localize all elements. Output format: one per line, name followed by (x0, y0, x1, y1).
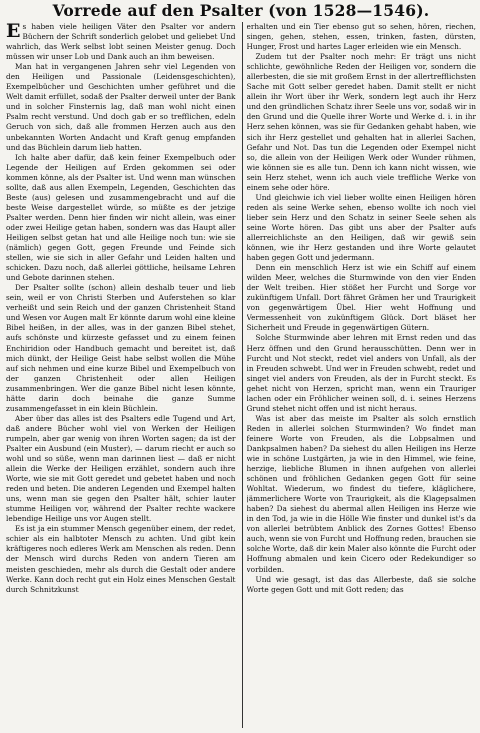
paragraph: Denn ein menschlich Herz ist wie ein Schiff auf einem wilden Meer, welches die Sturmwinde von den vier Enden der Welt treiben. Hier stößet her Furcht und Sorge vor zukünftigem Unfall. Dort fähret Grämen her und Traurigkeit von gegenwärtigem Übel. Hier weht Hoffnung und Vermessenheit von zukünftigem Glück. Dort bläset her Sicherheit und Freude in gegenwärtigen Gütern. (246, 263, 476, 333)
paragraph: Man hat in vergangenen Jahren sehr viel Legenden von den Heiligen und Passionale (Leidensgeschichten), Exempelbücher und Geschichten umher geführet und die Welt damit erfüllet, sodaß der Psalter derweil unter der Bank und in solcher Finsternis lag, daß man wohl nicht einen Psalm recht verstund. Und doch gab er so trefflichen, edeln Geruch von sich, daß alle frommen Herzen auch aus den unbekannten Worten Andacht und Kraft genug empfanden und das Büchlein darum lieb hatten. (6, 62, 236, 152)
right-column (247, 22, 477, 731)
page-title: Vorrede auf den Psalter (von 1528—1546). (52, 1, 430, 20)
left-column (6, 22, 240, 731)
paragraph: Und gleichwie ich viel lieber wollte einen Heiligen hören reden als seine Werke sehen, ebenso wollte ich noch viel lieber sein Herz und den Schatz in seiner Seele sehen als seine Worte hören. Das gibt uns aber der Psalter aufs allerreichlichste an den Heiligen, daß wir gewiß sein können, wie ihr Herz gestanden und ihre Worte gelautet haben gegen Gott und jedermann. (246, 192, 476, 263)
paragraph: Und wie gesagt, ist das das Allerbeste, daß sie solche Worte gegen Gott und mit Gott reden; das (246, 574, 476, 594)
paragraph: Solche Sturmwinde aber lehren mit Ernst reden und das Herz öffnen und den Grund herausschütten. Denn wer in Furcht und Not steckt, redet viel anders von Unfall, als der in Freuden schwebt. Und wer in Freuden schwebt, redet und singet viel anders von Freuden, als der in Furcht steckt. Es gehet nicht von Herzen, spricht man, wenn ein Trauriger lachen oder ein Fröhlicher weinen soll, d. i. seines Herzens Grund stehet nicht offen und ist nicht heraus. (246, 333, 476, 413)
paragraph: Es ist ja ein stummer Mensch gegenüber einem, der redet, schier als ein halbtoter Mensch zu achten. Und gibt kein kräftigeres noch edleres Werk am Menschen als reden. Denn der Mensch wird durchs Reden von andern Tieren am meisten geschieden, mehr als durch die Gestalt oder andere Werke. Kann doch recht gut ein Holz eines Menschen Gestalt durch Schnitzkunst (6, 524, 236, 594)
paragraph: Was ist aber das meiste im Psalter als solch ernstlich Reden in allerlei solchen Sturmwinden? Wo findet man feinere Worte von Freuden, als die Lobpsalmen und Dankpsalmen haben? Da siehest du allen Heiligen ins Herze wie in schöne Lustgärten, ja wie in den Himmel, wie feine, herzige, liebliche Blumen in ihnen aufgehen von allerlei schönen und fröhlichen Gedanken gegen Gott für seine Wohltat. Wiederum, wo findest du tiefere, kläglichere, jämmerlichere Worte von Traurigkeit, als die Klagepsalmen haben? Da siehest du abermal allen Heiligen ins Herze wie in den Tod, ja wie in die Hölle Wie finster und dunkel ist's da von allerlei betrübtem Anblick des Zornes Gottes! Ebenso auch, wenn sie von Furcht und Hoffnung reden, brauchen sie solche Worte, daß dir kein Maler also könnte die Furcht oder Hoffnung abmalen und kein Cicero oder Redekundiger so vorbilden. (246, 413, 476, 574)
paragraph: Der Psalter sollte (schon) allein deshalb teuer und lieb sein, weil er von Christi Sterben und Auferstehen so klar verheißt und sein Reich und der ganzen Christenheit Stand und Wesen vor Augen malt Er könnte darum wohl eine kleine Bibel heißen, in der alles, was in der ganzen Bibel stehet, aufs schönste und kürzeste gefasset und zu einem feinen Enchiridion oder Handbuch gemacht und bereitet ist, daß mich dünkt, der Heilige Geist habe selbst wollen die Mühe auf sich nehmen und eine kurze Bibel und Exempelbuch von der ganzen Christenheit oder allen Heiligen zusammenbringen. Wer die ganze Bibel nicht lesen könnte, hätte darin doch beinahe die ganze Summe zusammengefasset in ein klein Büchlein. (6, 283, 236, 413)
column-divider (242, 22, 243, 728)
paragraph: Ich halte aber dafür, daß kein feiner Exempelbuch oder Legende der Heiligen auf Erden gekommen sei oder kommen könne, als der Psalter ist. Und wenn man wünschen sollte, daß aus allen Exempeln, Legenden, Geschichten das Beste (aus) gelesen und zusammengebracht und auf die beste Weise dargestellet würde, so müßte es der jetzige Psalter werden. Denn hier finden wir nicht allein, was einer oder zwei Heilige getan haben, sondern was das Haupt aller Heiligen selbst getan hat und alle Heilige noch tun: wie sie (nämlich) gegen Gott, gegen Freunde und Feinde sich stellen, wie sie sich in aller Gefahr und Leiden halten und schicken. Dazu noch, daß allerlei göttliche, heilsame Lehren und Gebote darinnen stehen. (6, 152, 236, 283)
paragraph: Zudem tut der Psalter noch mehr: Er trägt uns nicht schlichte, gewöhnliche Reden der Heiligen vor, sondern die allerbesten, die sie mit großem Ernst in der allertrefflichsten Sache mit Gott selber geredet haben. Damit stellt er nicht allein ihr Wort über ihr Werk, sondern legt auch ihr Herz und den gründlichen Schatz ihrer Seele uns vor, sodaß wir in den Grund und die Quelle ihrer Worte und Werke d. i. in ihr Herz sehen können, was sie für Gedanken gehabt haben, wie sich ihr Herz gestellet und gehalten hat in allerlei Sachen, Gefahr und Not. Das tun die Legenden oder Exempel nicht so, die allein von der Heiligen Werk oder Wunder rühmen, wie können sie es alle tun. Denn ich kann nicht wissen, wie sein Herz stehet, wenn ich auch viele treffliche Werke von einem sehe oder höre. (246, 52, 476, 192)
paragraph: Aber über das alles ist des Psalters edle Tugend und Art, daß andere Bücher wohl viel von Werken der Heiligen rumpeln, aber gar wenig von ihren Worten sagen; da ist der Psalter ein Ausbund (ein Muster), — darum riecht er auch so wohl und so süße, wenn man darinnen liest — daß er nicht allein die Werke der Heiligen erzählet, sondern auch ihre Worte, wie sie mit Gott geredet und gebetet haben und noch reden und beten. Die anderen Legenden und Exempel halten uns, wenn man sie gegen den Psalter hält, schier lauter stumme Heiligen vor, während der Psalter rechte wackere lebendige Heilige uns vor Augen stellt. (6, 413, 236, 524)
text-columns (6, 22, 476, 731)
paragraph: erhalten und ein Tier ebenso gut so sehen, hören, riechen, singen, gehen, stehen, essen, trinken, fasten, dürsten, Hunger, Frost und hartes Lager erleiden wie ein Mensch. (246, 22, 476, 52)
drop-cap: E (6, 22, 21, 42)
paragraph: Es haben viele heiligen Väter den Psalter vor andern Büchern der Schrift sonderlich gelobet und geliebet Und wahrlich, das Werk selbst lobt seinen Meister genug. Doch müssen wir unser Lob und Dank auch an ihm beweisen. (6, 22, 236, 62)
